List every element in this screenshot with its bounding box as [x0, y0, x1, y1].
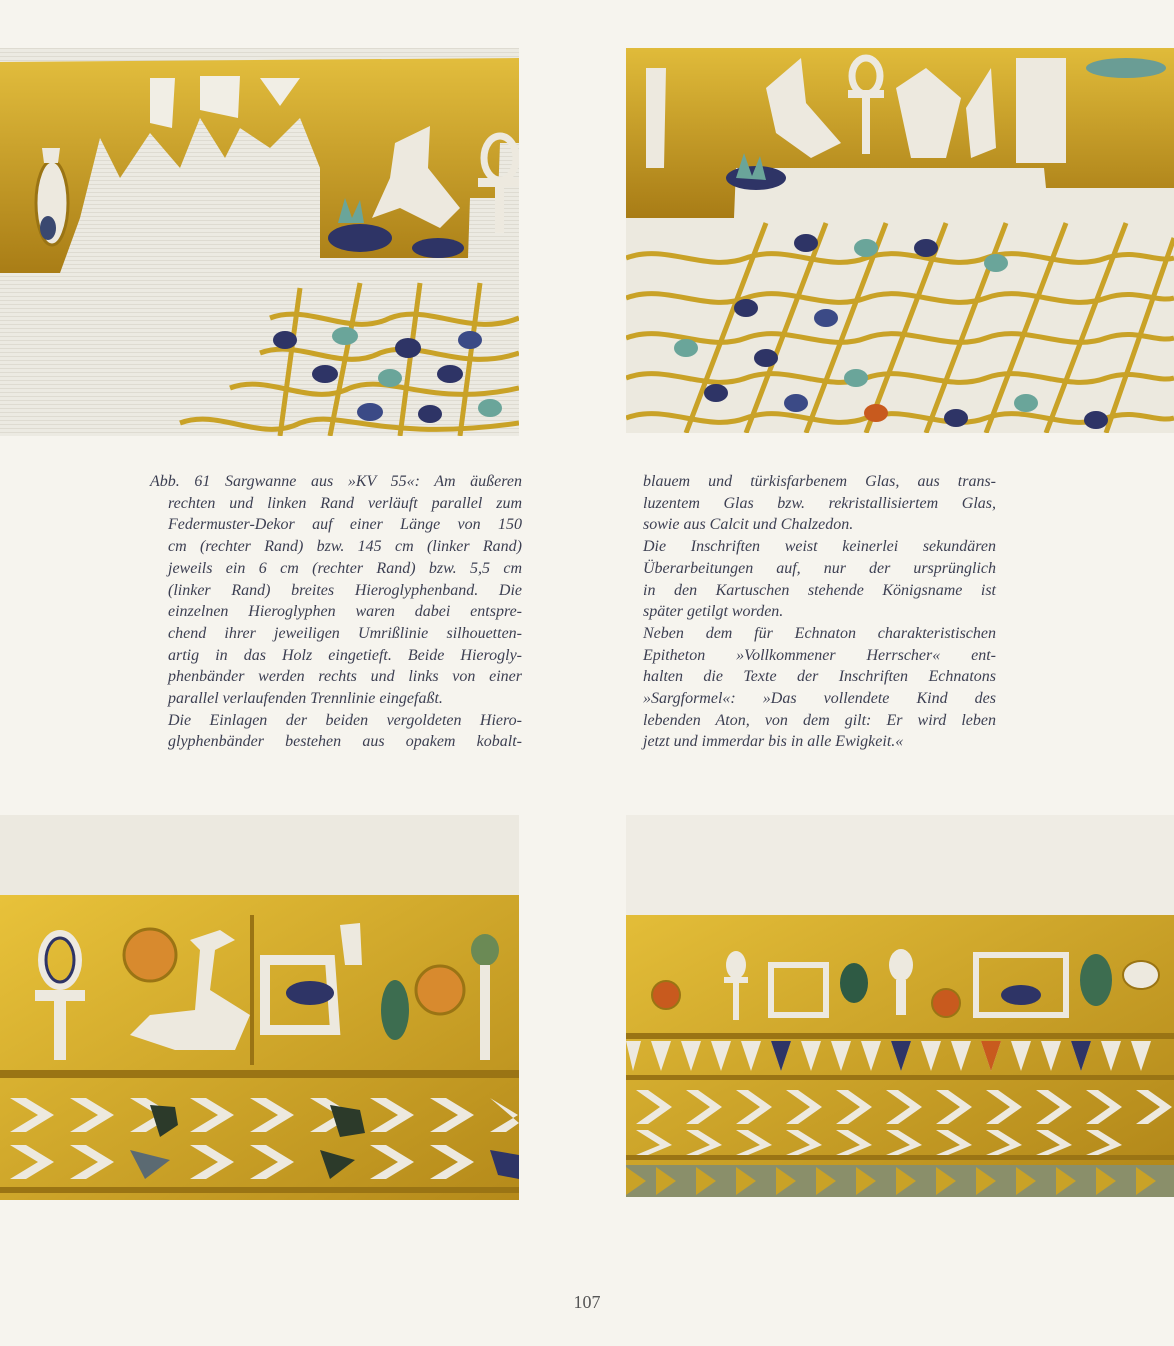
caption-line: Epitheton »Vollkommener Herrscher« ent- [643, 646, 996, 664]
caption-line: phenbänder werden rechts und links von einer [168, 668, 522, 686]
caption-line: glyphenbänder bestehen aus opakem kobalt- [168, 733, 522, 751]
photo-bottom-left [0, 815, 519, 1200]
caption-line: Federmuster-Dekor auf einer Länge von 150 [168, 516, 522, 534]
caption-line: Die Einlagen der beiden vergoldeten Hiero- [168, 711, 522, 729]
caption-line: rechten und linken Rand verläuft parallel zum [168, 494, 522, 512]
photo-bottom-right [626, 815, 1174, 1197]
caption-line: Neben dem für Echnaton charakteristischen [643, 624, 996, 642]
caption-line: jetzt und immerdar bis in alle Ewigkeit.« [643, 733, 904, 751]
caption-line: luzentem Glas bzw. rekristallisiertem Glas, [643, 494, 996, 512]
caption-line: sowie aus Calcit und Chalzedon. [643, 516, 854, 534]
photo-top-left [0, 48, 519, 436]
caption-line: artig in das Holz eingetieft. Beide Hierogly- [168, 646, 522, 664]
caption-left [150, 471, 522, 753]
caption-line: lebenden Aton, von dem gilt: Er wird leben [643, 711, 996, 729]
photo-top-right [626, 48, 1174, 433]
page-number: 107 [573, 1292, 601, 1312]
caption-line: in den Kartuschen stehende Königsname ist [643, 581, 996, 599]
caption-line: einzelnen Hieroglyphen waren dabei entspre- [168, 603, 522, 621]
caption-line: cm (rechter Rand) bzw. 145 cm (linker Rand) [168, 538, 522, 556]
caption-line: parallel verlaufenden Trennlinie eingefaßt. [168, 690, 443, 708]
caption-line: Die Inschriften weist keinerlei sekundären [643, 538, 996, 556]
caption-line: chend ihrer jeweiligen Umrißlinie silhouetten- [168, 624, 522, 642]
caption-line: (linker Rand) breites Hieroglyphenband. Die [168, 581, 522, 599]
caption-line: Überarbeitungen auf, nur der ursprünglich [643, 559, 996, 577]
caption-line: später getilgt worden. [643, 603, 784, 621]
caption-line: Abb. 61 Sargwanne aus »KV 55«: Am äußeren [150, 473, 522, 490]
caption-line: »Sargformel«: »Das vollendete Kind des [643, 690, 996, 708]
caption-line: blauem und türkisfarbenem Glas, aus trans- [643, 473, 996, 490]
caption-right [643, 471, 996, 753]
caption-line: jeweils ein 6 cm (rechter Rand) bzw. 5,5 cm [168, 559, 522, 577]
caption-line: halten die Texte der Inschriften Echnatons [643, 668, 996, 686]
